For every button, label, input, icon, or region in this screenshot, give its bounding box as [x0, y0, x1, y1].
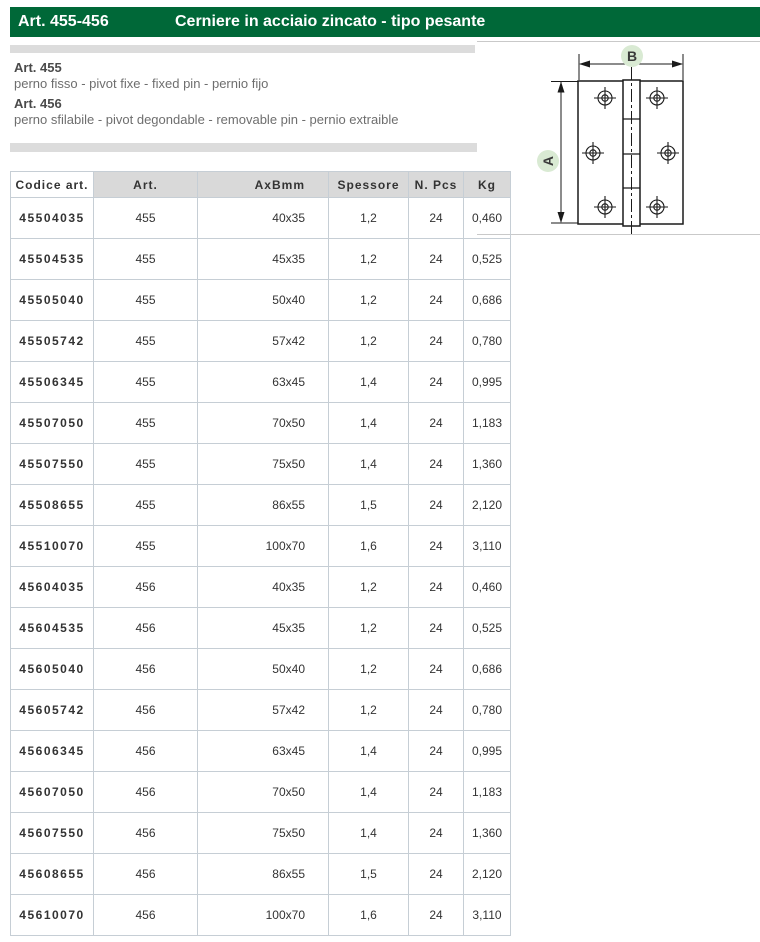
cell-size: 57x42 [198, 321, 329, 362]
cell-code: 45605742 [11, 690, 94, 731]
cell-size: 45x35 [198, 608, 329, 649]
cell-pcs: 24 [409, 567, 464, 608]
cell-kg: 1,183 [464, 772, 511, 813]
cell-art: 456 [94, 731, 198, 772]
cell-art: 455 [94, 403, 198, 444]
column-header-size: AxBmm [198, 172, 329, 198]
column-header-code: Codice art. [11, 172, 94, 198]
cell-code: 45507550 [11, 444, 94, 485]
table-row [11, 772, 511, 813]
cell-thickness: 1,6 [329, 526, 409, 567]
cell-art: 455 [94, 526, 198, 567]
cell-code: 45607050 [11, 772, 94, 813]
cell-art: 456 [94, 649, 198, 690]
table-row [11, 239, 511, 280]
hinge-diagram [477, 41, 760, 235]
cell-kg: 3,110 [464, 526, 511, 567]
cell-kg: 0,686 [464, 280, 511, 321]
cell-kg: 0,780 [464, 690, 511, 731]
cell-code: 45510070 [11, 526, 94, 567]
cell-size: 40x35 [198, 198, 329, 239]
cell-thickness: 1,4 [329, 772, 409, 813]
cell-kg: 0,460 [464, 567, 511, 608]
dimension-b-label: B [626, 48, 638, 64]
cell-size: 70x50 [198, 772, 329, 813]
cell-art: 455 [94, 239, 198, 280]
arrowhead-down-icon [558, 212, 565, 223]
cell-code: 45505040 [11, 280, 94, 321]
cell-art: 455 [94, 485, 198, 526]
cell-kg: 1,183 [464, 403, 511, 444]
cell-art: 455 [94, 198, 198, 239]
cell-kg: 2,120 [464, 854, 511, 895]
page-title: Cerniere in acciaio zincato - tipo pesante [175, 13, 486, 30]
cell-pcs: 24 [409, 321, 464, 362]
cell-pcs: 24 [409, 526, 464, 567]
cell-pcs: 24 [409, 772, 464, 813]
column-header-kg: Kg [464, 172, 511, 198]
cell-kg: 0,780 [464, 321, 511, 362]
cell-thickness: 1,4 [329, 731, 409, 772]
table-row [11, 280, 511, 321]
cell-pcs: 24 [409, 444, 464, 485]
cell-code: 45605040 [11, 649, 94, 690]
cell-art: 456 [94, 772, 198, 813]
cell-size: 40x35 [198, 567, 329, 608]
product-455-description: perno fisso - pivot fixe - fixed pin - pernio fijo [14, 76, 269, 91]
cell-pcs: 24 [409, 690, 464, 731]
cell-size: 86x55 [198, 485, 329, 526]
table-row [11, 403, 511, 444]
cell-kg: 1,360 [464, 813, 511, 854]
table-row [11, 362, 511, 403]
cell-pcs: 24 [409, 280, 464, 321]
cell-art: 456 [94, 813, 198, 854]
table-row [11, 608, 511, 649]
cell-art: 455 [94, 280, 198, 321]
cell-thickness: 1,4 [329, 444, 409, 485]
product-455-name: Art. 455 [14, 60, 62, 75]
cell-kg: 1,360 [464, 444, 511, 485]
product-456-name: Art. 456 [14, 96, 62, 111]
hinge-drawing [477, 42, 760, 234]
cell-size: 75x50 [198, 813, 329, 854]
cell-art: 456 [94, 608, 198, 649]
cell-kg: 0,525 [464, 608, 511, 649]
cell-art: 456 [94, 854, 198, 895]
cell-size: 86x55 [198, 854, 329, 895]
cell-pcs: 24 [409, 403, 464, 444]
cell-size: 50x40 [198, 280, 329, 321]
cell-size: 57x42 [198, 690, 329, 731]
table-row [11, 895, 511, 936]
cell-thickness: 1,2 [329, 280, 409, 321]
cell-size: 100x70 [198, 895, 329, 936]
table-row [11, 690, 511, 731]
cell-size: 100x70 [198, 526, 329, 567]
spec-table-body [11, 198, 511, 936]
dimension-b-badge [621, 45, 643, 67]
cell-kg: 3,110 [464, 895, 511, 936]
cell-pcs: 24 [409, 813, 464, 854]
cell-kg: 0,460 [464, 198, 511, 239]
cell-code: 45504535 [11, 239, 94, 280]
cell-pcs: 24 [409, 649, 464, 690]
cell-code: 45508655 [11, 485, 94, 526]
arrowhead-left-icon [579, 61, 590, 68]
cell-thickness: 1,4 [329, 403, 409, 444]
cell-art: 456 [94, 690, 198, 731]
cell-art: 456 [94, 567, 198, 608]
cell-size: 75x50 [198, 444, 329, 485]
cell-art: 455 [94, 321, 198, 362]
divider-bar-middle [10, 143, 480, 152]
arrowhead-right-icon [672, 61, 683, 68]
cell-thickness: 1,2 [329, 649, 409, 690]
cell-size: 70x50 [198, 403, 329, 444]
cell-thickness: 1,2 [329, 567, 409, 608]
spec-table [10, 171, 511, 936]
table-row [11, 444, 511, 485]
column-header-art: Art. [94, 172, 198, 198]
cell-code: 45608655 [11, 854, 94, 895]
cell-size: 45x35 [198, 239, 329, 280]
cell-kg: 0,995 [464, 362, 511, 403]
table-row [11, 198, 511, 239]
cell-thickness: 1,2 [329, 690, 409, 731]
cell-pcs: 24 [409, 239, 464, 280]
cell-art: 456 [94, 895, 198, 936]
cell-kg: 0,686 [464, 649, 511, 690]
spec-table-header-row [11, 172, 511, 198]
table-row [11, 567, 511, 608]
cell-pcs: 24 [409, 485, 464, 526]
table-row [11, 649, 511, 690]
cell-thickness: 1,4 [329, 362, 409, 403]
table-row [11, 731, 511, 772]
cell-pcs: 24 [409, 731, 464, 772]
cell-thickness: 1,5 [329, 854, 409, 895]
cell-code: 45506345 [11, 362, 94, 403]
dimension-a [551, 82, 578, 224]
cell-code: 45610070 [11, 895, 94, 936]
table-row [11, 321, 511, 362]
cell-code: 45607550 [11, 813, 94, 854]
cell-code: 45504035 [11, 198, 94, 239]
dimension-a-badge [537, 150, 559, 172]
column-header-thickness: Spessore [329, 172, 409, 198]
cell-kg: 2,120 [464, 485, 511, 526]
cell-code: 45604535 [11, 608, 94, 649]
table-row [11, 854, 511, 895]
cell-size: 63x45 [198, 362, 329, 403]
cell-pcs: 24 [409, 362, 464, 403]
cell-pcs: 24 [409, 198, 464, 239]
cell-thickness: 1,2 [329, 608, 409, 649]
cell-pcs: 24 [409, 608, 464, 649]
cell-art: 455 [94, 362, 198, 403]
cell-size: 63x45 [198, 731, 329, 772]
cell-thickness: 1,2 [329, 239, 409, 280]
cell-pcs: 24 [409, 895, 464, 936]
cell-thickness: 1,4 [329, 813, 409, 854]
cell-kg: 0,525 [464, 239, 511, 280]
cell-code: 45507050 [11, 403, 94, 444]
cell-code: 45606345 [11, 731, 94, 772]
cell-art: 455 [94, 444, 198, 485]
column-header-pcs: N. Pcs [409, 172, 464, 198]
dimension-a-label: A [540, 155, 556, 167]
table-row [11, 485, 511, 526]
product-456-description: perno sfilabile - pivot degondable - removable pin - pernio extraible [14, 112, 399, 127]
cell-thickness: 1,5 [329, 485, 409, 526]
title-bar [10, 7, 760, 37]
cell-code: 45604035 [11, 567, 94, 608]
cell-code: 45505742 [11, 321, 94, 362]
article-range: Art. 455-456 [18, 13, 109, 30]
cell-kg: 0,995 [464, 731, 511, 772]
cell-pcs: 24 [409, 854, 464, 895]
table-row [11, 526, 511, 567]
table-row [11, 813, 511, 854]
arrowhead-up-icon [558, 82, 565, 93]
cell-thickness: 1,6 [329, 895, 409, 936]
cell-thickness: 1,2 [329, 198, 409, 239]
divider-bar-top [10, 45, 475, 53]
cell-thickness: 1,2 [329, 321, 409, 362]
cell-size: 50x40 [198, 649, 329, 690]
